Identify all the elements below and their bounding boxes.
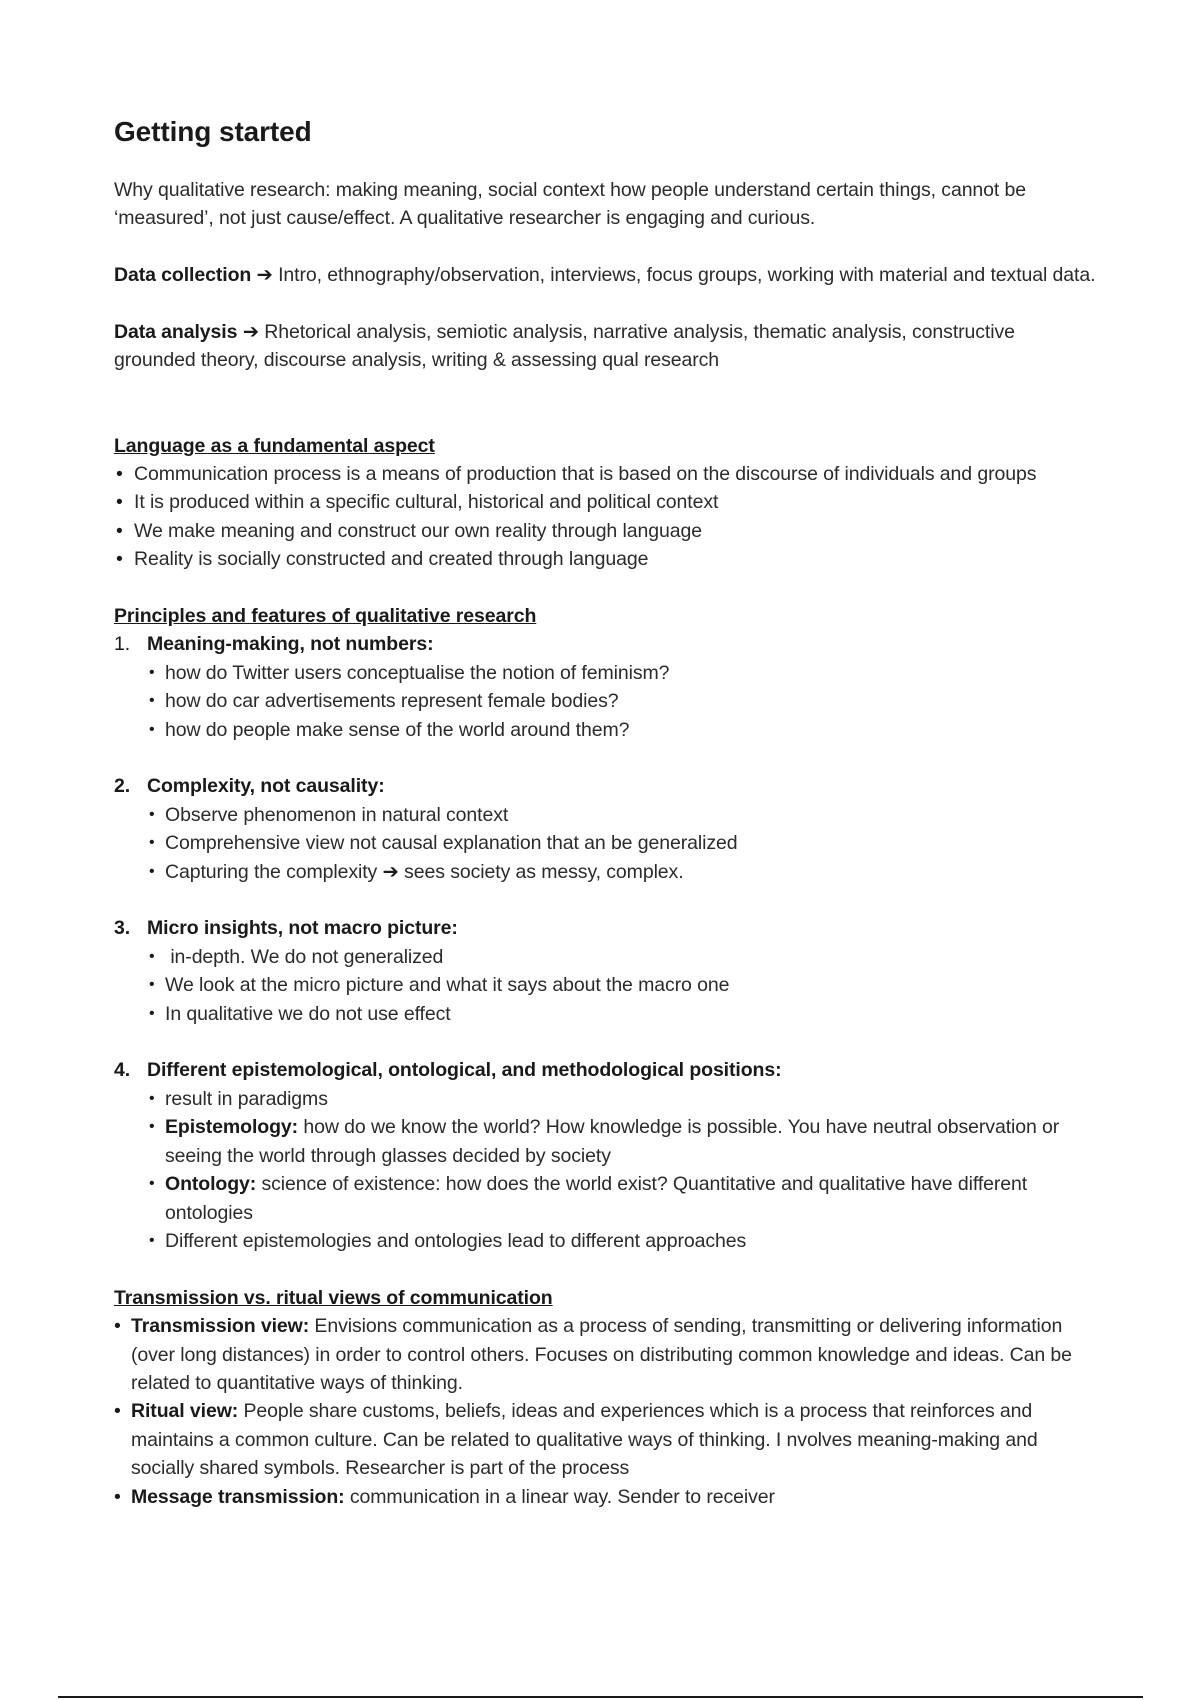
principle-number: 2. — [114, 775, 131, 798]
list-item-text: sees society as messy, complex. — [404, 860, 684, 883]
list-item: • how do Twitter users conceptualise the notion of feminism? — [148, 659, 1099, 687]
principle-number: 3. — [114, 917, 131, 940]
list-item: • Reality is socially constructed and created through language — [114, 545, 1099, 573]
message-transmission-label: Message transmission: — [131, 1485, 345, 1508]
ritual-view-text: People share customs, beliefs, ideas and experiences which is a process that reinforces and maintains a common culture. Can be related to qualitative ways of thinking. I nvolves meaning-making and socially shared symbols. Researcher is part of the process — [131, 1400, 1038, 1480]
language-list — [114, 460, 1099, 574]
principle-4-list — [114, 1085, 1099, 1255]
arrow-right-icon: ➔ — [382, 860, 399, 883]
transmission-heading: Transmission vs. ritual views of communication — [114, 1286, 553, 1309]
document-page — [114, 112, 1099, 1511]
ontology-label: Ontology: — [165, 1173, 257, 1196]
ritual-view-label: Ritual view: — [131, 1400, 239, 1423]
data-analysis-text: Rhetorical analysis, semiotic analysis, narrative analysis, thematic analysis, constructive grounded theory, discourse analysis, writing & assessing qual research — [114, 321, 1015, 372]
data-collection-label: Data collection — [114, 264, 252, 287]
principle-3-title — [114, 914, 1099, 942]
principle-title-text: Meaning-making, not numbers: — [147, 633, 434, 656]
principle-1-list — [114, 659, 1099, 744]
principle-number: 1. — [114, 633, 131, 656]
arrow-right-icon: ➔ — [242, 321, 259, 343]
list-item — [148, 1170, 1099, 1227]
list-item: • We make meaning and construct our own reality through language — [114, 517, 1099, 545]
list-item: • In qualitative we do not use effect — [148, 1000, 1099, 1028]
list-item-text: Capturing the complexity — [165, 860, 378, 883]
list-item: • Communication process is a means of production that is based on the discourse of individuals and groups — [114, 460, 1099, 488]
transmission-list — [114, 1312, 1099, 1511]
principle-title-text: Different epistemological, ontological, and methodological positions: — [147, 1059, 782, 1082]
principle-1-title — [114, 630, 1099, 658]
epistemology-label: Epistemology: — [165, 1116, 299, 1139]
list-item: • Observe phenomenon in natural context — [148, 801, 1099, 829]
list-item: • Comprehensive view not causal explanation that an be generalized — [148, 829, 1099, 857]
data-collection-text: Intro, ethnography/observation, interviews, focus groups, working with material and textual data. — [272, 264, 1096, 287]
ontology-text: science of existence: how does the world exist? Quantitative and qualitative have different ontologies — [165, 1173, 1028, 1224]
language-heading: Language as a fundamental aspect — [114, 434, 435, 457]
page-title: Getting started — [114, 116, 312, 147]
data-analysis-label: Data analysis — [114, 321, 238, 343]
list-item: • It is produced within a specific cultural, historical and political context — [114, 488, 1099, 516]
principle-number: 4. — [114, 1059, 131, 1082]
principle-3-list — [114, 943, 1099, 1028]
list-item: • result in paradigms — [148, 1085, 1099, 1113]
footer-divider — [58, 1696, 1143, 1698]
principles-heading: Principles and features of qualitative research — [114, 605, 537, 628]
intro-paragraph: Why qualitative research: making meaning, social context how people understand certain things, cannot be ‘measured’, not just cause/effect. A qualitative researcher is engaging and curious. — [114, 179, 1027, 230]
list-item — [114, 1483, 1099, 1511]
list-item: • how do car advertisements represent female bodies? — [148, 687, 1099, 715]
list-item: • Different epistemologies and ontologies lead to different approaches — [148, 1227, 1099, 1255]
transmission-view-text: Envisions communication as a process of sending, transmitting or delivering information (over long distances) in order to control others. Focuses on distributing common knowledge and ideas. Can be related to quantitative ways of thinking. — [131, 1315, 1072, 1394]
message-transmission-text: communication in a linear way. Sender to receiver — [344, 1485, 775, 1508]
epistemology-text: how do we know the world? How knowledge is possible. You have neutral observation or seeing the world through glasses decided by society — [165, 1116, 1060, 1167]
principle-title-text: Micro insights, not macro picture: — [147, 917, 458, 940]
list-item: • in-depth. We do not generalized — [148, 943, 1099, 971]
list-item — [148, 1113, 1099, 1170]
arrow-right-icon: ➔ — [256, 264, 273, 287]
principle-2-title — [114, 772, 1099, 800]
data-collection-paragraph — [114, 261, 1099, 289]
list-item — [148, 858, 1099, 886]
list-item: • how do people make sense of the world around them? — [148, 716, 1099, 744]
principle-title-text: Complexity, not causality: — [147, 775, 385, 798]
list-item — [114, 1397, 1099, 1482]
principle-4-title — [114, 1056, 1099, 1084]
list-item — [114, 1312, 1099, 1397]
data-analysis-paragraph — [114, 318, 1099, 375]
transmission-view-label: Transmission view: — [131, 1315, 310, 1338]
principle-2-list — [114, 801, 1099, 886]
list-item: • We look at the micro picture and what it says about the macro one — [148, 971, 1099, 999]
